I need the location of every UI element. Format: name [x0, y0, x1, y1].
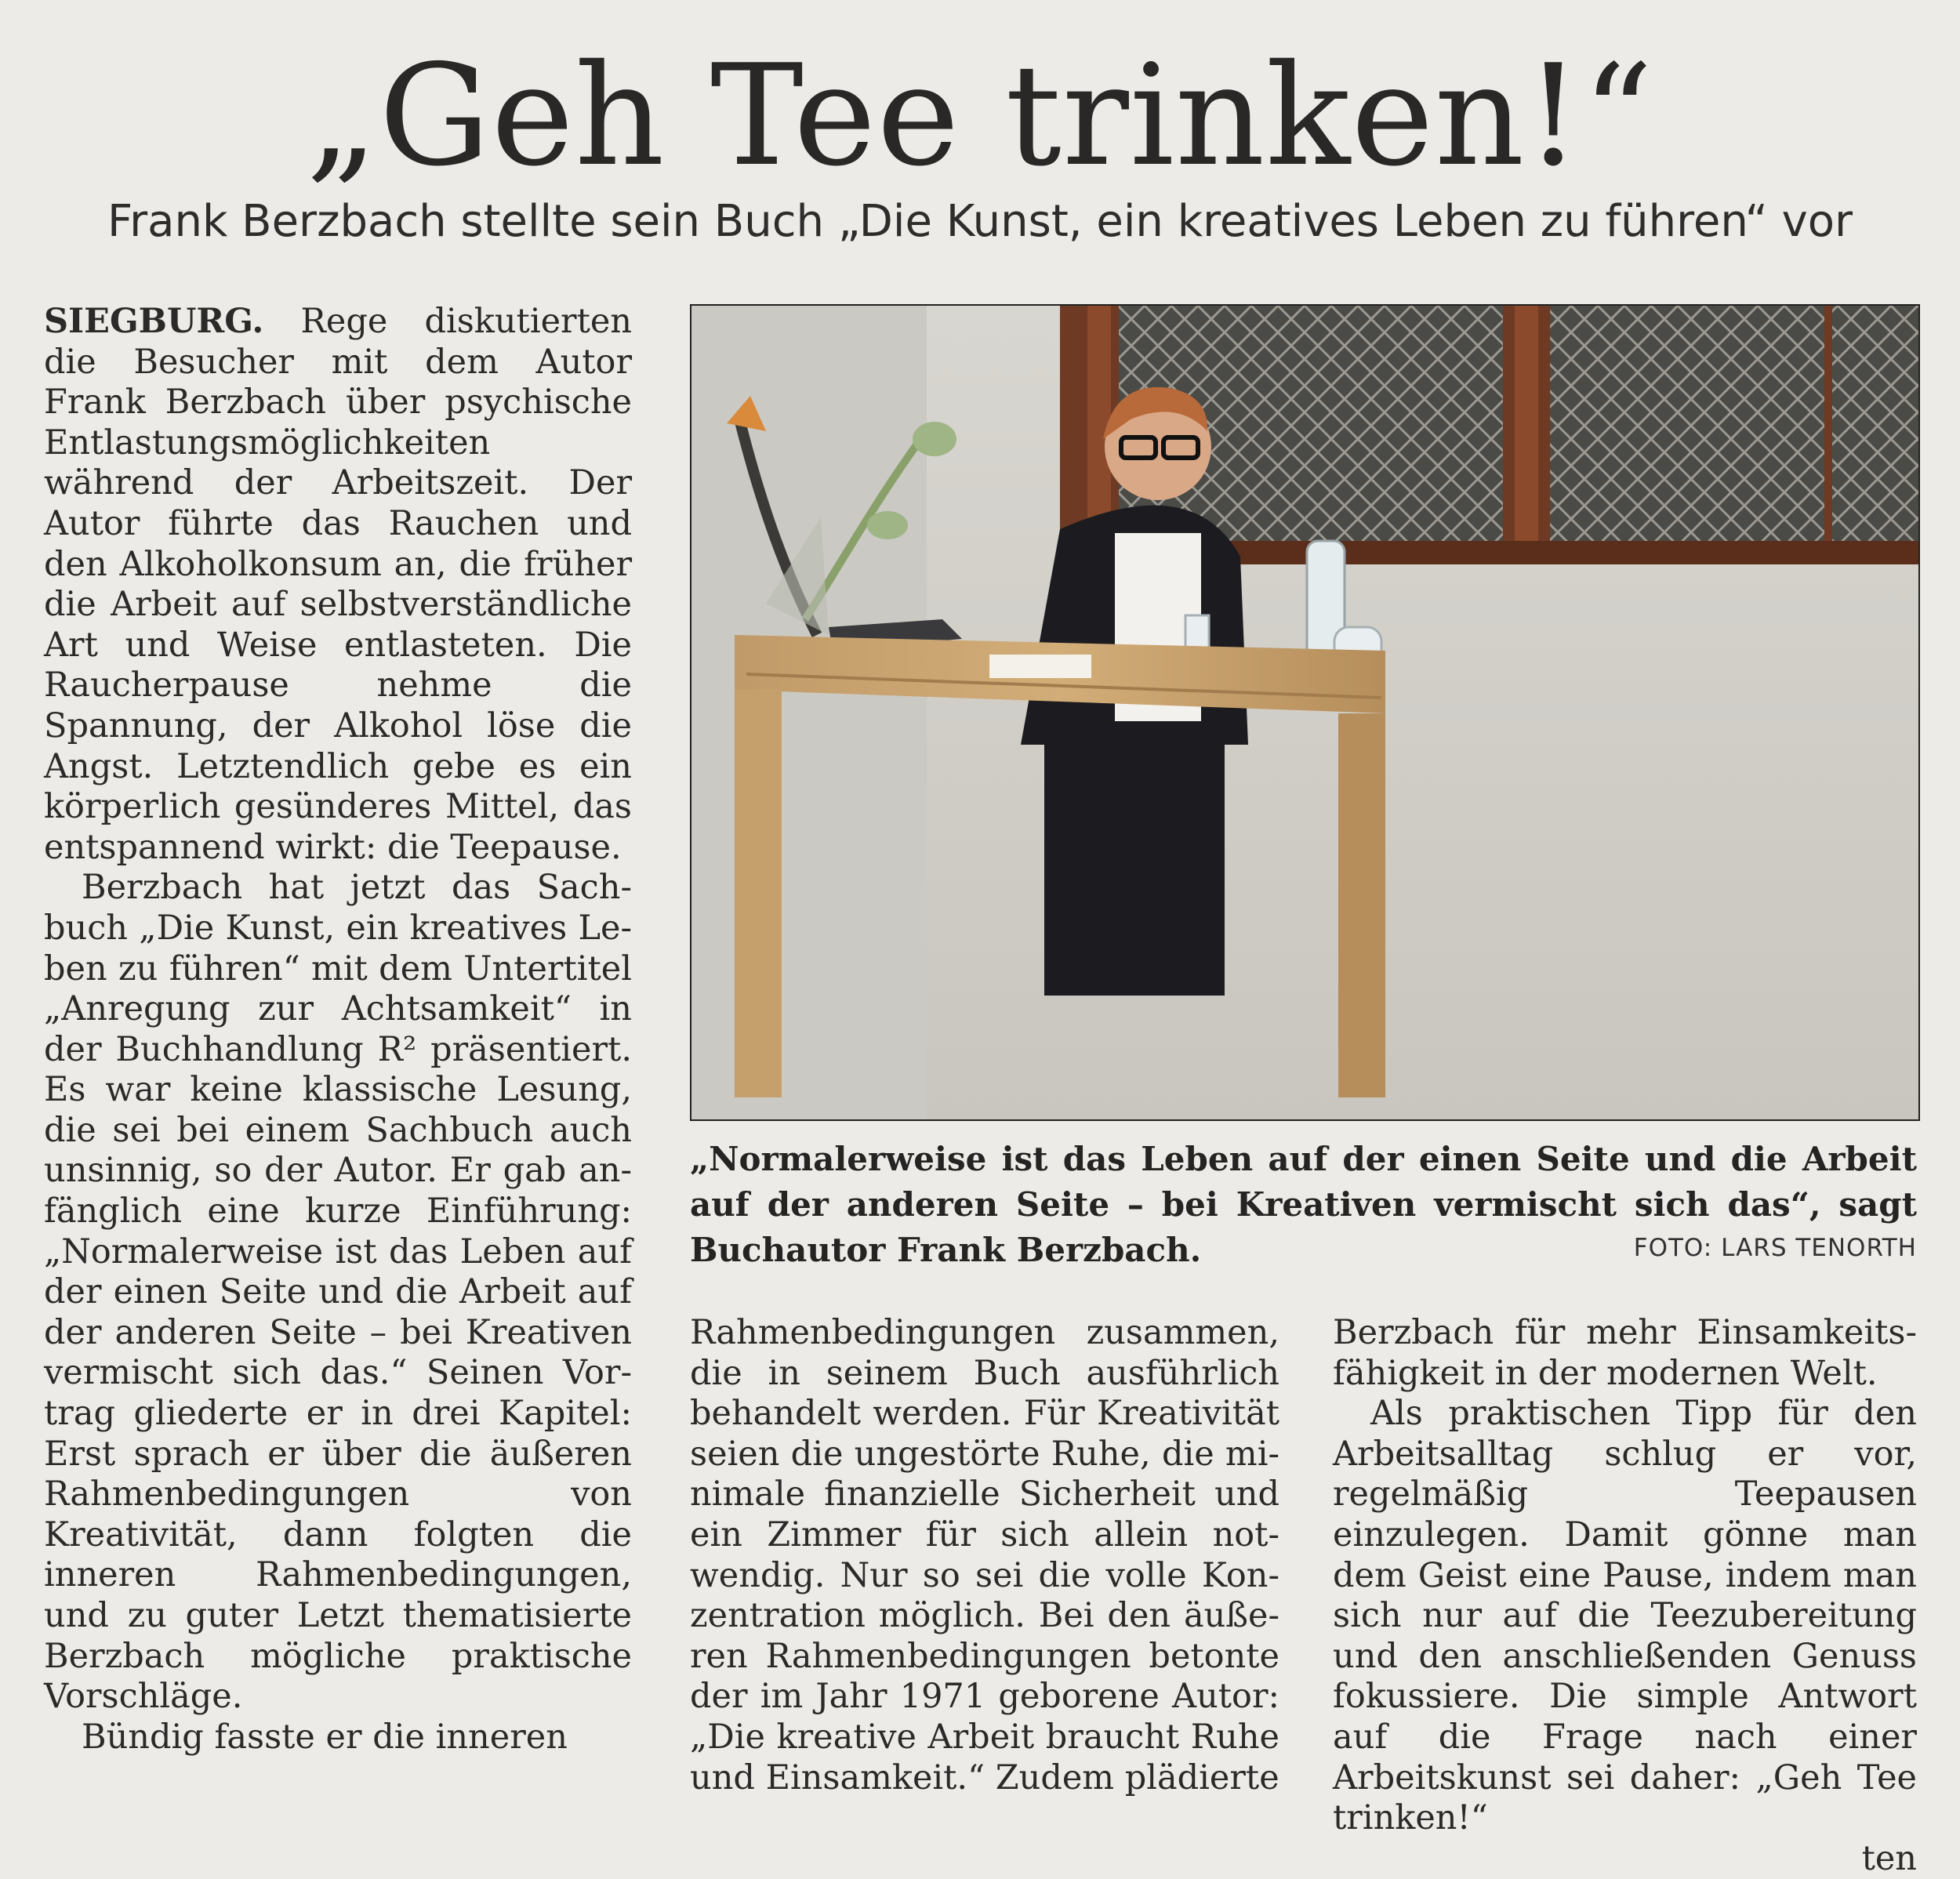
article-paragraph: Rahmenbedingungen zusammen, die in seinem Buch ausführlich behandelt werden. Für Kreativität seien die ungestörte Ruhe, die minimale finanzielle Sicherheit und ein Zimmer für sich allein notwendig. Nur so sei die volle Konzentration möglich. Bei den äußeren Rahmenbedingungen betonte der im Jahr 1971 geborene Autor: „Die kreative Arbeit braucht Ruhe und Einsamkeit.“ Zudem plädierte: [690, 1313, 1279, 1797]
subheadline: Frank Berzbach stellte sein Buch „Die Kunst, ein kreatives Leben zu führen“ vor: [107, 196, 1853, 247]
article-paragraph: Berzbach für mehr Einsamkeitsfähigkeit in der modernen Welt.: [1333, 1313, 1917, 1393]
article-column-1: [44, 302, 632, 1838]
article-paragraph: [44, 302, 632, 868]
dateline: SIEGBURG.: [44, 302, 264, 341]
headline: „Geh Tee trinken!“: [306, 34, 1654, 197]
article-paragraph: Berzbach hat jetzt das Sachbuch „Die Kunst, ein kreatives Leben zu führen“ mit dem Untertitel „Anregung zur Achtsamkeit“ in der Buchhandlung R² präsentiert. Es war keine klassische Lesung, die sei bei einem Sachbuch auch unsinnig, so der Autor. Er gab anfänglich eine kurze Einführung: „Normalerweise ist das Leben auf der einen Seite und die Arbeit auf der anderen Seite – bei Kreativen vermischt sich das.“ Seinen Vortrag gliederte er in drei Kapitel: Erst sprach er über die äußeren Rahmenbedingungen von Kreativität, dann folgten die inneren Rahmenbedingungen, und zu guter Letzt thematisierte Berzbach mögliche praktische Vorschläge.: [44, 868, 632, 1717]
article-column-2: [690, 1313, 1279, 1842]
photo-credit: FOTO: LARS TENORTH: [1633, 1234, 1917, 1262]
article-paragraph: Als praktischen Tipp für den Arbeitsalltag schlug er vor, regelmäßig Teepausen einzulegen. Damit gönne man dem Geist eine Pause, indem man sich nur auf die Teezubereitung und den anschließenden Genuss fokussiere. Die simple Antwort auf die Frage nach einer Arbeitskunst sei daher: „Geh Tee trinken!“: [1333, 1394, 1917, 1838]
article-paragraph: Bündig fasste er die inneren: [82, 1717, 568, 1757]
author-signature: ten: [1861, 1838, 1917, 1878]
photo-caption: „Normalerweise ist das Leben auf der einen Seite und die Arbeit auf der anderen Seite – bei Kreativen vermischt sich das“, sagt Buchautor Frank Berzbach.: [690, 1140, 1917, 1269]
paragraph-text: Rege diskutierten die Besucher mit dem Autor Frank Berzbach über psychische Entlastungsmöglichkeiten während der Arbeitszeit. Der Autor führte das Rauchen und den Alkoholkonsum an, die früher die Arbeit auf selbstverständliche Art und Weise entlasteten. Die Raucherpause nehme die Spannung, der Alkohol löse die Angst. Letztendlich gebe es ein körperlich gesünderes Mittel, das entspannend wirkt: die Teepause.: [44, 302, 632, 867]
article-column-3: [1333, 1313, 1917, 1878]
photo-author-at-desk: [691, 306, 1918, 1119]
article-photo: [690, 304, 1920, 1121]
